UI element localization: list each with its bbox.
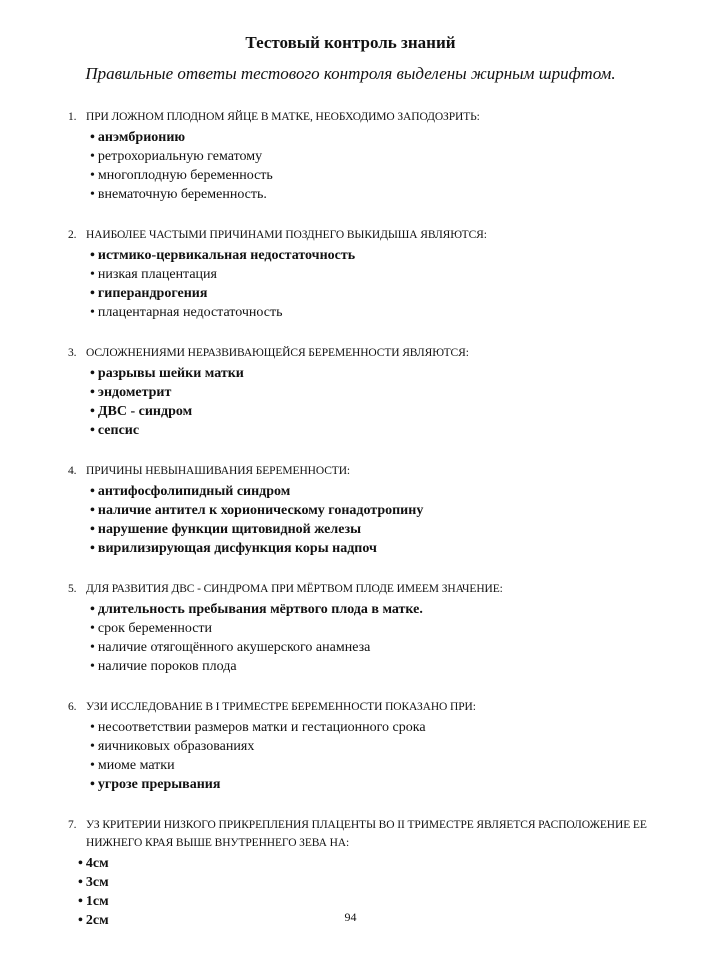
bullet-icon: • (90, 267, 95, 282)
question-list (60, 108, 660, 952)
answer-text: анэмбрионию (97, 130, 186, 145)
bullet-icon: • (90, 168, 95, 183)
bullet-icon: • (78, 913, 83, 928)
bullet-icon: • (90, 522, 95, 537)
answer-option (90, 166, 660, 185)
answer-text: 2см (85, 913, 109, 928)
bullet-icon: • (78, 875, 83, 890)
bullet-icon: • (90, 503, 95, 518)
question-text: УЗИ ИССЛЕДОВАНИЕ В I ТРИМЕСТРЕ БЕРЕМЕННОСТИ ПОКАЗАНО ПРИ: (86, 701, 476, 713)
bullet-icon: • (90, 602, 95, 617)
bullet-icon: • (90, 758, 95, 773)
question-number: 3. (68, 347, 77, 359)
bullet-icon: • (90, 640, 95, 655)
page-subtitle: Правильные ответы тестового контроля выделены жирным шрифтом. (85, 64, 616, 83)
answer-text: разрывы шейки матки (97, 366, 244, 381)
bullet-icon: • (90, 130, 95, 145)
bullet-icon: • (90, 366, 95, 381)
answer-option (90, 402, 660, 421)
bullet-icon: • (90, 621, 95, 636)
answer-text: срок беременности (97, 621, 213, 636)
answer-options (90, 364, 660, 440)
answer-text: низкая плацентация (97, 267, 217, 282)
answer-option (90, 539, 660, 558)
answer-text: длительность пребывания мёртвого плода в матке. (97, 602, 423, 617)
question-text: ОСЛОЖНЕНИЯМИ НЕРАЗВИВАЮЩЕЙСЯ БЕРЕМЕННОСТИ ЯВЛЯЮТСЯ: (86, 347, 469, 359)
answer-text: 4см (85, 856, 109, 871)
answer-text: вирилизирующая дисфункция коры надпоч (97, 541, 377, 556)
answer-text: истмико-цервикальная недостаточность (97, 248, 356, 263)
bullet-icon: • (90, 484, 95, 499)
answer-option (90, 303, 660, 322)
answer-text: внематочную беременность. (97, 187, 267, 202)
answer-text: наличие антител к хорионическому гонадотропину (97, 503, 424, 518)
bullet-icon: • (90, 739, 95, 754)
question-text: НАИБОЛЕЕ ЧАСТЫМИ ПРИЧИНАМИ ПОЗДНЕГО ВЫКИДЫША ЯВЛЯЮТСЯ: (86, 229, 487, 241)
answer-text: наличие пороков плода (97, 659, 237, 674)
page-title: Тестовый контроль знаний (245, 33, 456, 53)
answer-option (90, 619, 660, 638)
answer-text: эндометрит (97, 385, 172, 400)
bullet-icon: • (78, 894, 83, 909)
answer-option (90, 718, 660, 737)
answer-text: антифосфолипидный синдром (97, 484, 291, 499)
bullet-icon: • (90, 404, 95, 419)
question-3 (60, 344, 660, 440)
question-number: 4. (68, 465, 77, 477)
bullet-icon: • (90, 541, 95, 556)
answer-text: многоплодную беременность (97, 168, 273, 183)
answer-option (90, 147, 660, 166)
answer-option (90, 657, 660, 676)
answer-option (90, 520, 660, 539)
question-number: 5. (68, 583, 77, 595)
question-6 (60, 698, 660, 794)
answer-text: ретрохориальную гематому (97, 149, 263, 164)
question-text: ПРИ ЛОЖНОМ ПЛОДНОМ ЯЙЦЕ В МАТКЕ, НЕОБХОДИМО ЗАПОДОЗРИТЬ: (86, 111, 480, 123)
answer-option (90, 421, 660, 440)
answer-text: угрозе прерывания (97, 777, 221, 792)
answer-option (78, 892, 660, 911)
answer-option (90, 482, 660, 501)
question-4 (60, 462, 660, 558)
answer-option (90, 185, 660, 204)
answer-option (90, 246, 660, 265)
answer-text: сепсис (97, 423, 140, 438)
bullet-icon: • (90, 659, 95, 674)
answer-text: несоответствии размеров матки и гестационного срока (97, 720, 426, 735)
answer-option (90, 265, 660, 284)
bullet-icon: • (90, 248, 95, 263)
answer-options (90, 600, 660, 676)
answer-option (90, 383, 660, 402)
question-number: 7. (68, 819, 77, 831)
question-text: ДЛЯ РАЗВИТИЯ ДВС - СИНДРОМА ПРИ МЁРТВОМ ПЛОДЕ ИМЕЕМ ЗНАЧЕНИЕ: (86, 583, 503, 595)
answer-option (90, 128, 660, 147)
answer-options (90, 718, 660, 794)
question-number: 2. (68, 229, 77, 241)
bullet-icon: • (90, 720, 95, 735)
answer-text: миоме матки (97, 758, 175, 773)
question-2 (60, 226, 660, 322)
answer-option (90, 638, 660, 657)
question-number: 6. (68, 701, 77, 713)
answer-text: плацентарная недостаточность (97, 305, 283, 320)
answer-text: 1см (85, 894, 109, 909)
answer-option (90, 737, 660, 756)
answer-text: ДВС - синдром (97, 404, 193, 419)
question-1 (60, 108, 660, 204)
answer-text: яичниковых образованиях (97, 739, 255, 754)
question-text: УЗ КРИТЕРИИ НИЗКОГО ПРИКРЕПЛЕНИЯ ПЛАЦЕНТЫ ВО II ТРИМЕСТРЕ ЯВЛЯЕТСЯ РАСПОЛОЖЕНИЕ ЕЕ НИЖНЕГО КРАЯ ВЫШЕ ВНУТРЕННЕГО ЗЕВА НА: (86, 819, 647, 849)
question-5 (60, 580, 660, 676)
bullet-icon: • (78, 856, 83, 871)
answer-option (90, 775, 660, 794)
answer-text: наличие отягощённого акушерского анамнеза (97, 640, 371, 655)
answer-options (90, 128, 660, 204)
bullet-icon: • (90, 286, 95, 301)
answer-option (78, 873, 660, 892)
bullet-icon: • (90, 423, 95, 438)
answer-option (90, 364, 660, 383)
answer-option (90, 284, 660, 303)
answer-options (90, 246, 660, 322)
answer-options (90, 482, 660, 558)
bullet-icon: • (90, 385, 95, 400)
answer-text: 3см (85, 875, 109, 890)
question-number: 1. (68, 111, 77, 123)
answer-text: нарушение функции щитовидной железы (97, 522, 362, 537)
bullet-icon: • (90, 305, 95, 320)
answer-option (78, 854, 660, 873)
answer-option (90, 600, 660, 619)
answer-option (90, 756, 660, 775)
bullet-icon: • (90, 149, 95, 164)
bullet-icon: • (90, 777, 95, 792)
answer-text: гиперандрогения (97, 286, 208, 301)
bullet-icon: • (90, 187, 95, 202)
answer-option (90, 501, 660, 520)
question-text: ПРИЧИНЫ НЕВЫНАШИВАНИЯ БЕРЕМЕННОСТИ: (86, 465, 350, 477)
page-number: 94 (344, 910, 357, 924)
